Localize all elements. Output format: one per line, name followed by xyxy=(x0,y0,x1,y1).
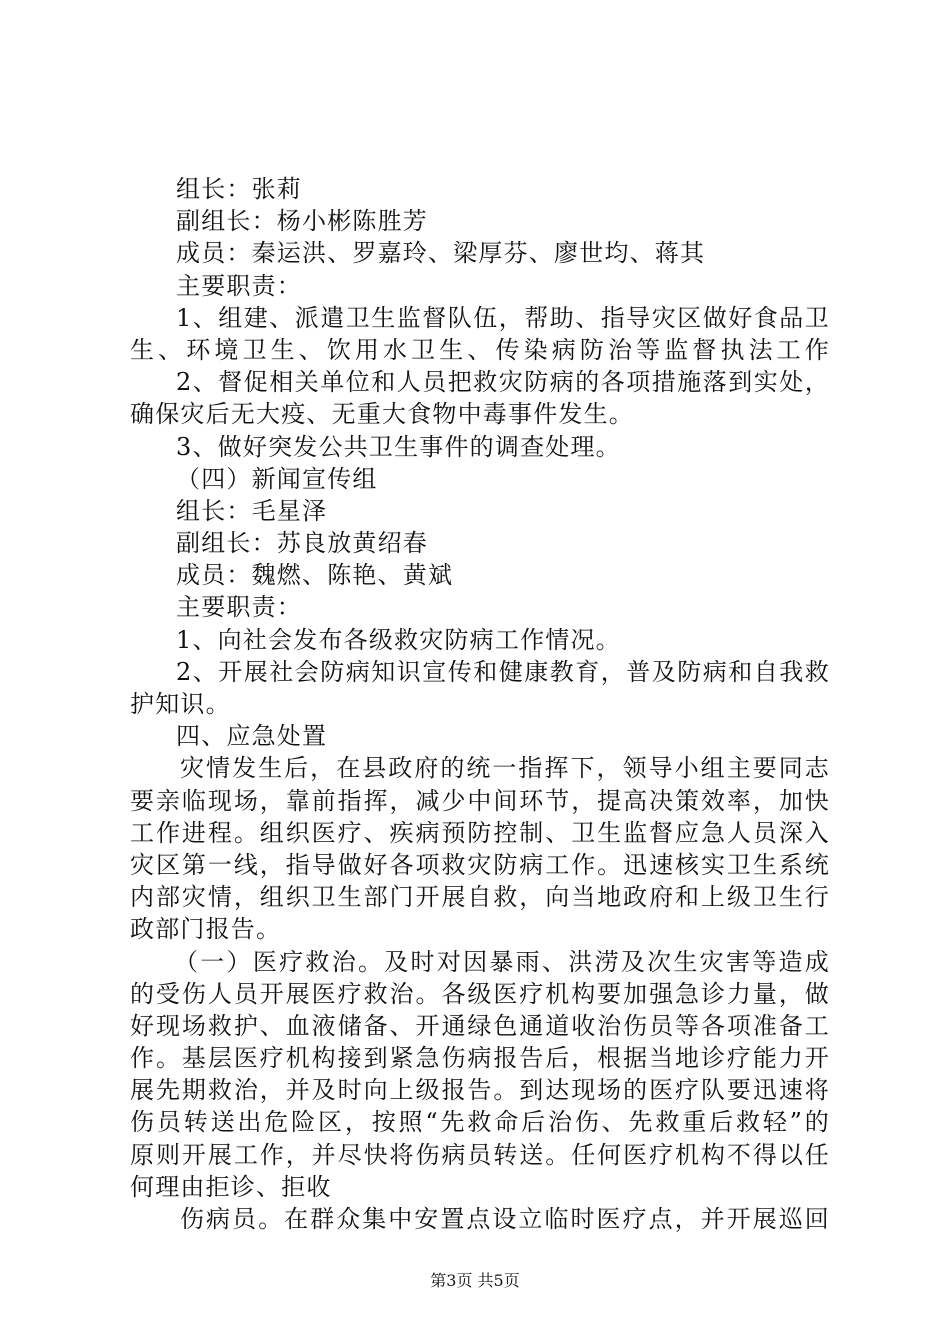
paragraph-line: 要亲临现场，靠前指挥，减少中间环节，提高决策效率，加快 xyxy=(130,786,830,815)
paragraph-line: 展先期救治，并及时向上级报告。到达现场的医疗队要迅速将 xyxy=(130,1076,830,1105)
paragraph-line: 的受伤人员开展医疗救治。各级医疗机构要加强急诊力量，做 xyxy=(130,979,830,1008)
page-number-footer: 第3页 共5页 xyxy=(430,1271,520,1290)
paragraph-line: 政部门报告。 xyxy=(130,915,282,944)
text-line-group-leader: 组长：张莉 xyxy=(176,175,302,203)
paragraph-line: 灾情发生后，在县政府的统一指挥下，领导小组主要同志 xyxy=(180,754,830,783)
section-heading-emergency: 四、应急处置 xyxy=(176,722,328,751)
text-line-members-2: 成员：魏燃、陈艳、黄斌 xyxy=(176,561,454,590)
document-body xyxy=(130,173,830,1235)
section-heading-news-group: （四）新闻宣传组 xyxy=(176,464,378,493)
paragraph-line: 内部灾情，组织卫生部门开展自救，向当地政府和上级卫生行 xyxy=(130,883,830,912)
text-line-duty-3: 3、做好突发公共卫生事件的调查处理。 xyxy=(176,432,621,461)
paragraph-line: 作。基层医疗机构接到紧急伤病报告后，根据当地诊疗能力开 xyxy=(130,1044,830,1073)
text-line-news-duty-2b: 护知识。 xyxy=(130,690,231,718)
text-line-duties-heading-2: 主要职责： xyxy=(176,593,302,622)
paragraph-line: 伤员转送出危险区，按照“先救命后治伤、先救重后救轻”的 xyxy=(130,1108,830,1137)
paragraph-line: 灾区第一线，指导做好各项救灾防病工作。迅速核实卫生系统 xyxy=(130,850,830,879)
text-line-duties-heading: 主要职责： xyxy=(176,271,302,300)
paragraph-line: 工作进程。组织医疗、疾病预防控制、卫生监督应急人员深入 xyxy=(130,818,830,847)
paragraph-line: （一）医疗救治。及时对因暴雨、洪涝及次生灾害等造成 xyxy=(174,947,830,976)
paragraph-line: 伤病员。在群众集中安置点设立临时医疗点，并开展巡回 xyxy=(180,1205,830,1233)
text-line-deputy-leader: 副组长：杨小彬陈胜芳 xyxy=(176,207,428,236)
text-line-duty-1a: 1、组建、派遣卫生监督队伍，帮助、指导灾区做好食品卫 xyxy=(176,303,830,332)
text-line-duty-1b: 生、环境卫生、饮用水卫生、传染病防治等监督执法工作 xyxy=(130,335,830,364)
paragraph-line: 好现场救护、血液储备、开通绿色通道收治伤员等各项准备工 xyxy=(130,1011,830,1040)
text-line-members: 成员：秦运洪、罗嘉玲、梁厚芬、廖世均、蒋其 xyxy=(176,239,706,268)
text-line-news-duty-2a: 2、开展社会防病知识宣传和健康教育，普及防病和自我救 xyxy=(176,657,830,686)
text-line-duty-2b: 确保灾后无大疫、无重大食物中毒事件发生。 xyxy=(130,400,634,429)
text-line-deputy-leader-2: 副组长：苏良放黄绍春 xyxy=(176,529,428,558)
text-line-news-duty-1: 1、向社会发布各级救灾防病工作情况。 xyxy=(176,625,621,654)
paragraph-line: 原则开展工作，并尽快将伤病员转送。任何医疗机构不得以任 xyxy=(130,1140,830,1169)
text-line-group-leader-2: 组长：毛星泽 xyxy=(176,496,328,525)
text-line-duty-2a: 2、督促相关单位和人员把救灾防病的各项措施落到实处， xyxy=(176,368,830,397)
paragraph-line: 何理由拒诊、拒收 xyxy=(130,1172,332,1201)
